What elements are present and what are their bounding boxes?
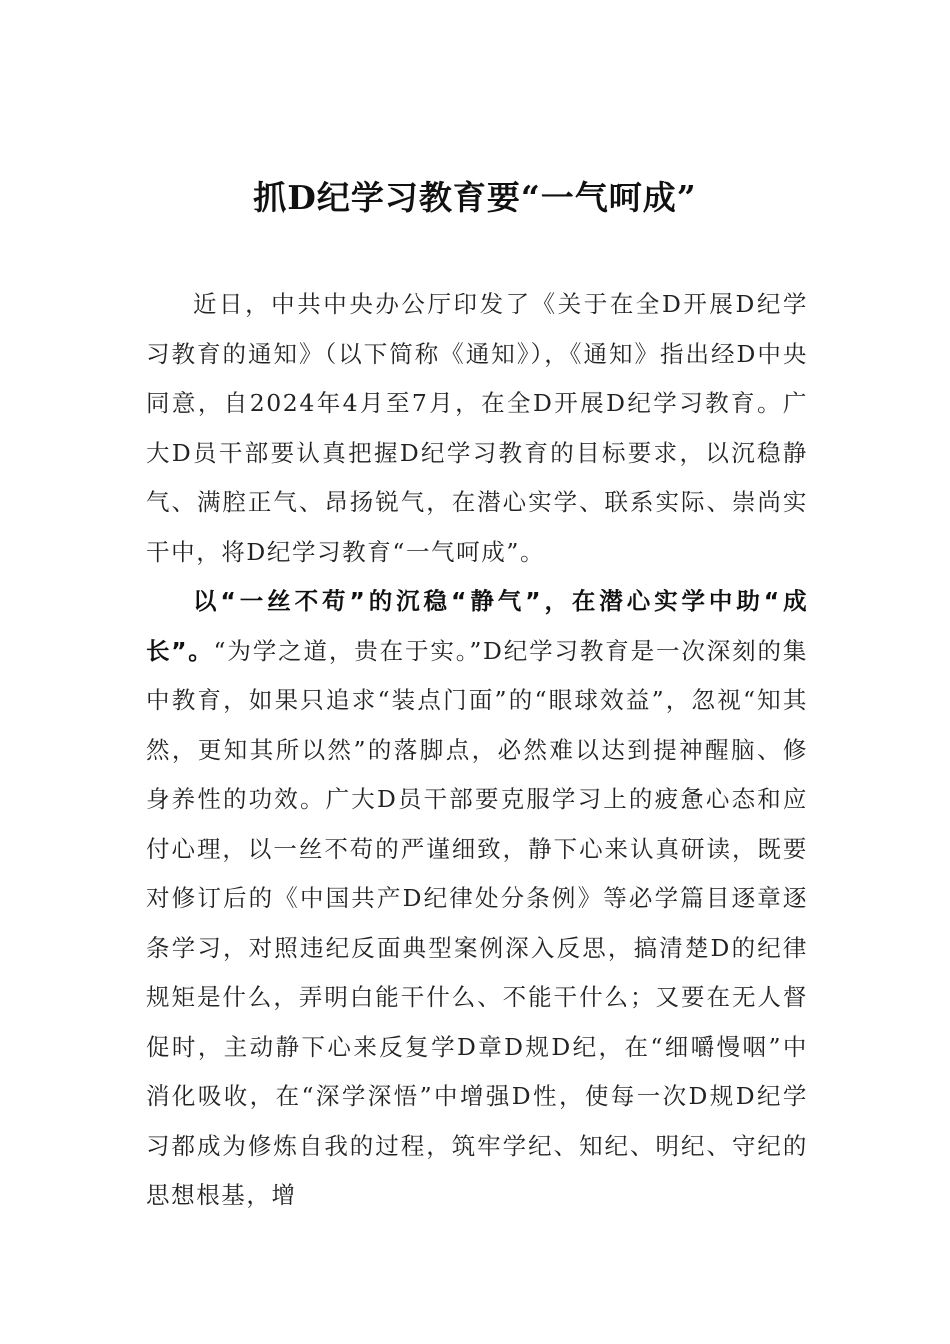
- document-body: [146, 280, 808, 1221]
- paragraph-2-body: “为学之道，贵在于实。”D纪学习教育是一次深刻的集中教育，如果只追求“装点门面”的“眼球效益”，忽视“知其然，更知其所以然”的落脚点，必然难以达到提神醒脑、修身养性的功效。广大D员干部要克服学习上的疲惫心态和应付心理，以一丝不苟的严谨细致，静下心来认真研读，既要对修订后的《中国共产D纪律处分条例》等必学篇目逐章逐条学习，对照违纪反面典型案例深入反思，搞清楚D的纪律规矩是什么，弄明白能干什么、不能干什么；又要在无人督促时，主动静下心来反复学D章D规D纪，在“细嚼慢咽”中消化吸收，在“深学深悟”中增强D性，使每一次D规D纪学习都成为修炼自我的过程，筑牢学纪、知纪、明纪、守纪的思想根基，增: [146, 636, 808, 1209]
- paragraph-1: 近日，中共中央办公厅印发了《关于在全D开展D纪学习教育的通知》（以下简称《通知》），《通知》指出经D中央同意，自2024年4月至7月，在全D开展D纪学习教育。广大D员干部要认真把握D纪学习教育的目标要求，以沉稳静气、满腔正气、昂扬锐气，在潜心实学、联系实际、崇尚实干中，将D纪学习教育“一气呵成”。: [146, 290, 808, 566]
- paragraph-2-lead-sentence: 以“一丝不苟”的沉稳“静气”，在潜心实学中助“成长”。: [146, 587, 808, 665]
- paragraph-2: [146, 577, 808, 1221]
- document-title: 抓D纪学习教育要“一气呵成”: [253, 178, 697, 217]
